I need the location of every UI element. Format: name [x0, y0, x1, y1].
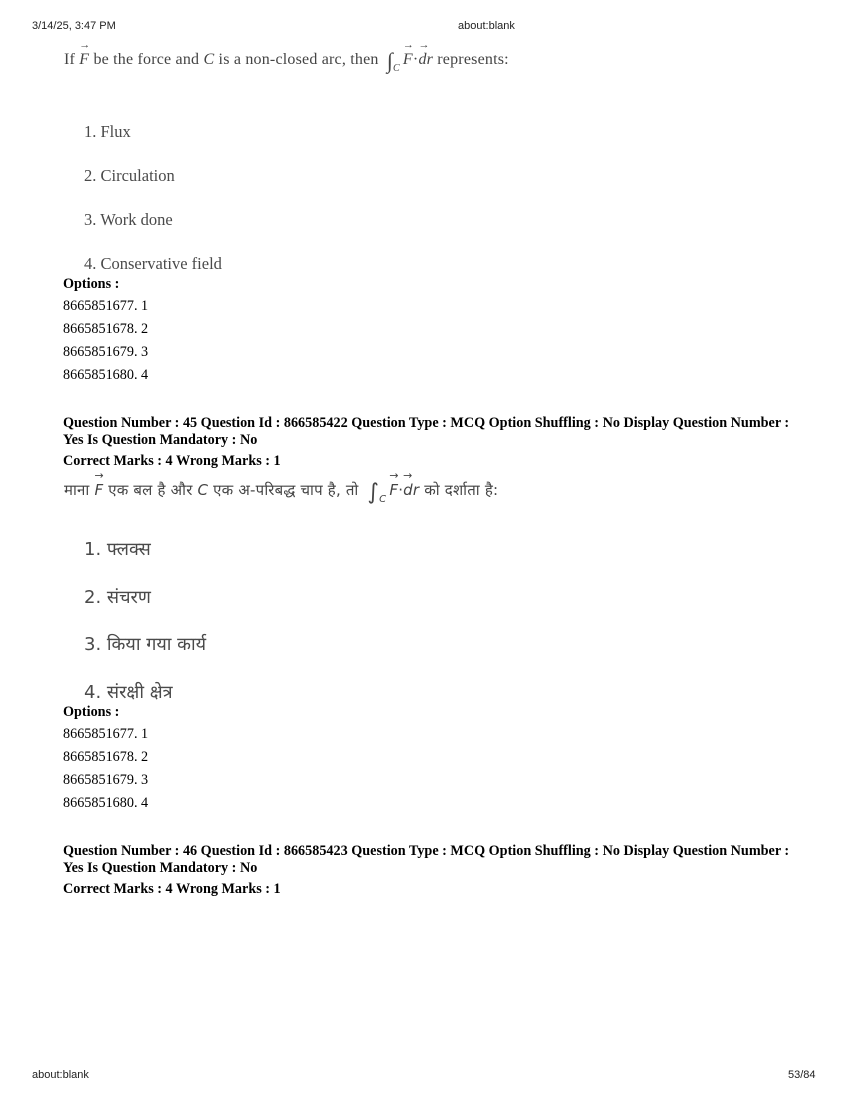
- q45-option-1: 1. फ्लक्स: [84, 539, 151, 560]
- q46-marks: Correct Marks : 4 Wrong Marks : 1: [63, 881, 281, 897]
- q45-marks: Correct Marks : 4 Wrong Marks : 1: [63, 453, 281, 469]
- q44-arc-symbol: C: [203, 51, 215, 68]
- q45-option-2: 2. संचरण: [84, 587, 151, 608]
- q44-option-4: 4. Conservative field: [84, 254, 222, 273]
- q45-meta: Question Number : 45 Question Id : 866585422 Question Type : MCQ Option Shuffling : No Display Question Number : Yes Is Question Mandatory : No: [63, 415, 790, 448]
- print-footer-url: about:blank: [32, 1069, 89, 1081]
- q44-stem-if: If: [64, 51, 76, 68]
- q45-integral-subscript: C: [379, 494, 387, 505]
- q44-options-label: Options :: [63, 276, 120, 292]
- q44-stem-text-c: represents:: [437, 51, 509, 68]
- q44-option-3: 3. Work done: [84, 210, 173, 229]
- q44-option-id-4: 8665851680. 4: [63, 367, 149, 383]
- q45-integrand-force: → F: [389, 481, 398, 499]
- q45-stem-text-a: एक बल है और: [108, 481, 193, 499]
- print-page-number: 53/84: [788, 1069, 816, 1081]
- q44-option-1: 1. Flux: [84, 122, 131, 141]
- q44-stem-text-b: is a non-closed arc, then: [218, 51, 379, 68]
- q45-option-4: 4. संरक्षी क्षेत्र: [84, 682, 173, 703]
- q44-stem: [64, 48, 509, 74]
- q44-integral-sign: ∫: [386, 48, 394, 73]
- q45-option-id-4: 8665851680. 4: [63, 795, 149, 811]
- q44-integrand-force: → F: [403, 51, 413, 69]
- q44-stem-text-a: be the force and: [93, 51, 200, 68]
- q45-option-3: 3. किया गया कार्य: [84, 634, 207, 655]
- q44-integrand-dr: → dr: [418, 51, 433, 69]
- q45-option-id-2: 8665851678. 2: [63, 749, 149, 765]
- q44-option-id-1: 8665851677. 1: [63, 298, 149, 314]
- q46-meta: Question Number : 46 Question Id : 866585423 Question Type : MCQ Option Shuffling : No Display Question Number : Yes Is Question Mandatory : No: [63, 843, 790, 876]
- q45-integrand-dr: → dr: [403, 481, 419, 499]
- print-title: about:blank: [458, 20, 515, 32]
- q44-option-2: 2. Circulation: [84, 166, 175, 185]
- q45-dot: ·: [398, 481, 404, 499]
- q44-option-id-2: 8665851678. 2: [63, 321, 149, 337]
- q45-integral-sign: ∫: [367, 480, 380, 505]
- q44-force-symbol: → F: [79, 51, 89, 69]
- q45-stem: [64, 480, 498, 505]
- print-datetime: 3/14/25, 3:47 PM: [32, 20, 116, 32]
- q45-force-symbol: → F: [94, 481, 103, 499]
- q45-stem-text-c: को दर्शाता है:: [424, 481, 499, 499]
- q44-option-id-3: 8665851679. 3: [63, 344, 149, 360]
- q44-dot: ·: [412, 51, 419, 68]
- q44-integral-subscript: C: [393, 63, 400, 74]
- q45-stem-mana: माना: [64, 481, 90, 499]
- q45-stem-text-b: एक अ-परिबद्ध चाप है, तो: [213, 481, 359, 499]
- q45-arc-symbol: C: [197, 481, 209, 499]
- q45-option-id-1: 8665851677. 1: [63, 726, 149, 742]
- q45-option-id-3: 8665851679. 3: [63, 772, 149, 788]
- q45-options-label: Options :: [63, 704, 120, 720]
